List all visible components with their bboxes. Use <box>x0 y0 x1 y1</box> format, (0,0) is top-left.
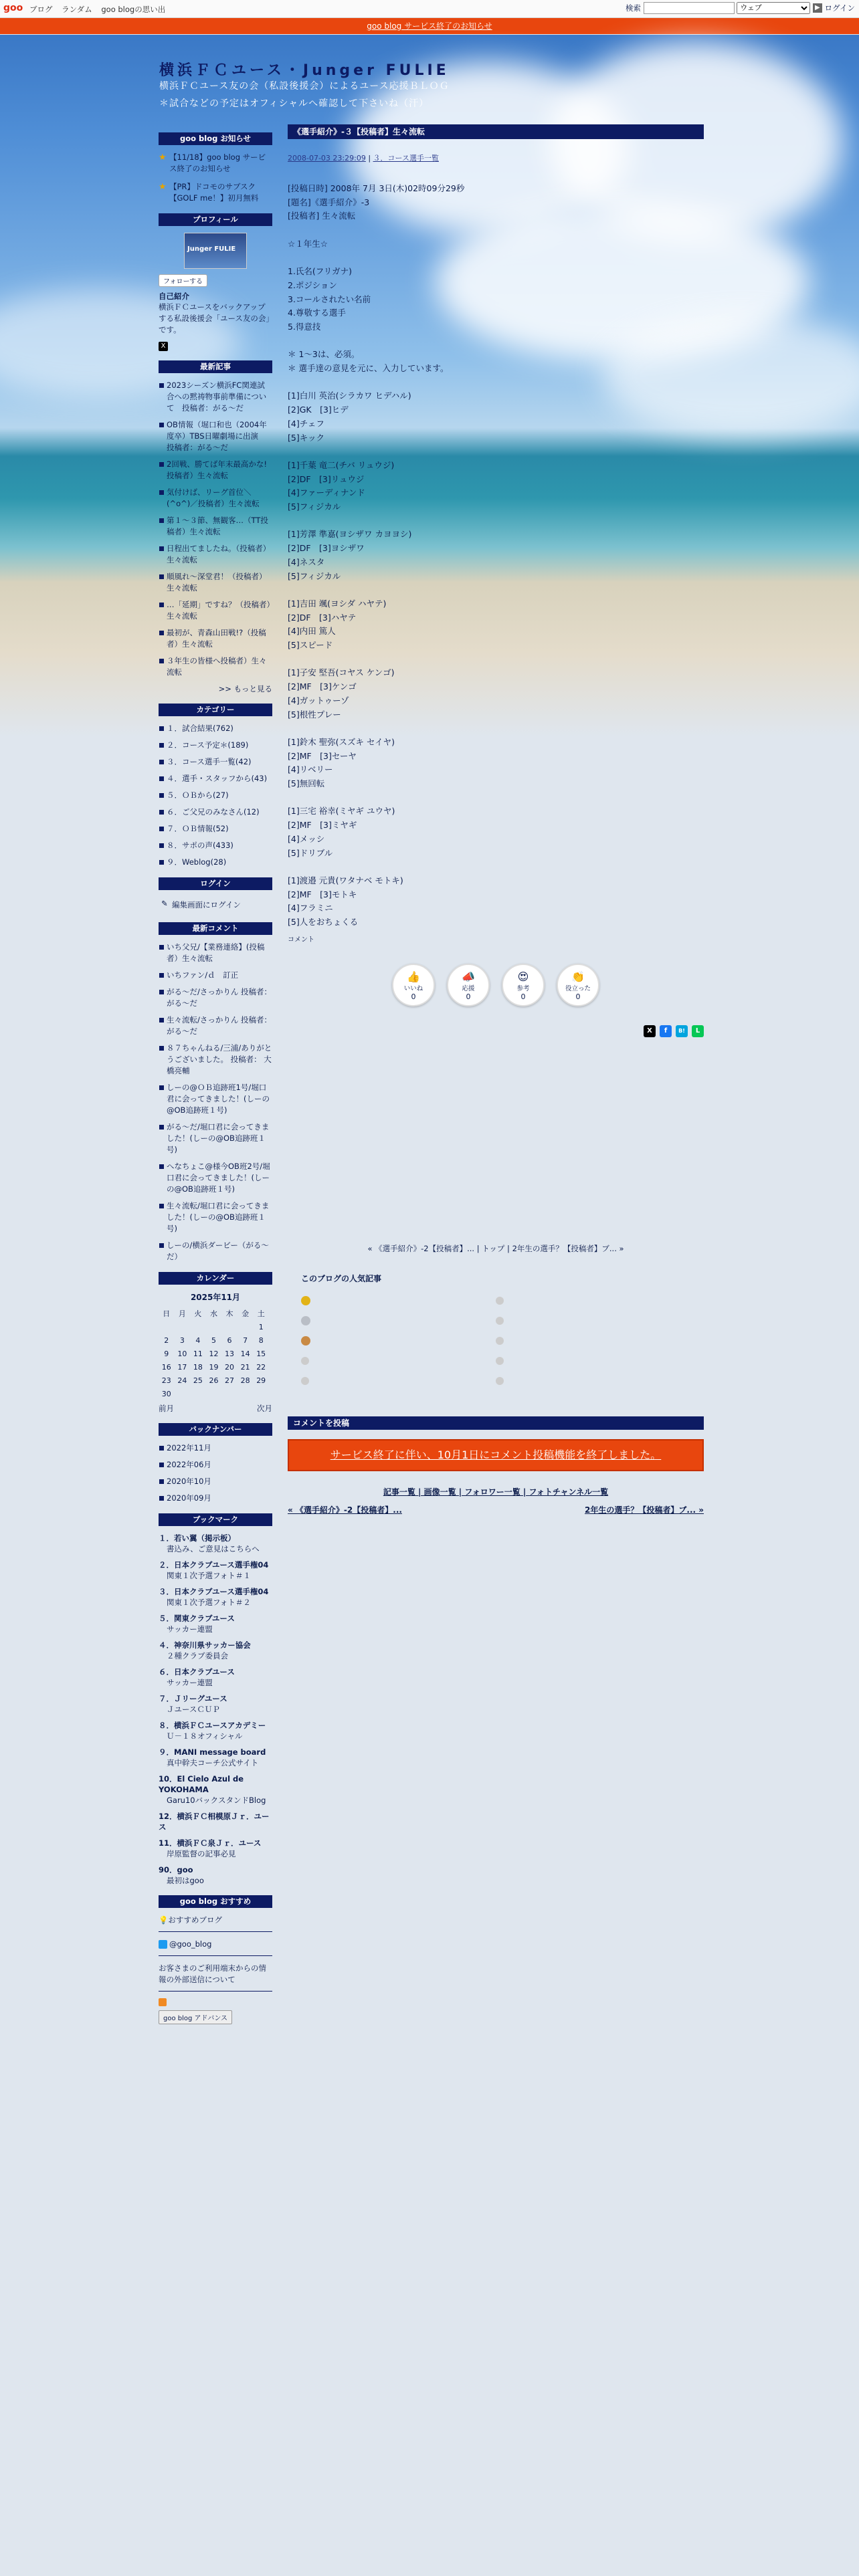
post-line: [2]DF [3]ハヤテ <box>288 612 357 623</box>
calendar-weekday: 火 <box>194 1309 202 1318</box>
bookmark-item[interactable]: ７．Ｊリーグユース ＪユースＣＵＰ <box>159 1694 227 1714</box>
goo-blog-advance-badge[interactable]: goo blog アドバンス <box>159 2010 232 2024</box>
nav-random-link[interactable]: ランダム <box>62 5 92 14</box>
post-line: [4]内田 篤人 <box>288 626 336 637</box>
service-end-link[interactable]: goo blog サービス終了のお知らせ <box>367 21 492 31</box>
post-line: 4.尊敬する選手 <box>288 308 346 318</box>
post-line: [1]子安 堅吾(コヤス ケンゴ) <box>288 667 395 678</box>
post-line: [1]鈴木 聖弥(スズキ セイヤ) <box>288 736 395 747</box>
comment-item[interactable]: いち父兄/【業務連絡】(投稿者）生々流転 <box>159 942 272 964</box>
recent-post-item[interactable]: …「延期」ですね？（投稿者）生々流転 <box>159 599 272 622</box>
calendar-day: 15 <box>256 1349 266 1358</box>
calendar-day <box>159 1320 175 1333</box>
bookmark-item[interactable]: ４．神奈川県サッカー協会 ２種クラブ委員会 <box>159 1640 251 1660</box>
gold-crown-icon <box>301 1296 310 1305</box>
post-line: 2.ポジション <box>288 280 337 290</box>
post-line-gap <box>288 445 704 459</box>
goo-logo[interactable]: goo <box>3 3 23 13</box>
calendar-next-link[interactable]: 次月 <box>257 1404 272 1413</box>
calendar-day: 4 <box>195 1335 201 1345</box>
calendar-day: 25 <box>193 1376 203 1385</box>
comment-closed-link[interactable]: サービス終了に伴い、10月1日にコメント投稿機能を終了しました。 <box>330 1448 662 1461</box>
prev-next-nav <box>288 1504 704 1515</box>
x-share-icon[interactable]: X <box>644 1025 656 1037</box>
info-item[interactable]: ★ 【11/18】goo blog サービス終了のお知らせ <box>159 152 266 173</box>
bookmark-item[interactable]: ９．MANI message board 真中幹夫コーチ公式サイト <box>159 1747 266 1767</box>
post-line: [1]千葉 竜二(チバ リュウジ) <box>288 459 395 470</box>
star-icon: ★ <box>159 182 167 192</box>
profile-box <box>159 213 272 351</box>
post-line: 1.氏名(フリガナ) <box>288 266 353 277</box>
rank-dot-icon <box>496 1297 504 1305</box>
search-input[interactable] <box>644 2 735 14</box>
calendar-day: 12 <box>209 1349 219 1358</box>
bookmark-box <box>159 1513 272 1886</box>
recent-post-item[interactable]: 最初が、青森山田戦!?（投稿者）生々流転 <box>159 627 272 650</box>
reaction-buttons <box>288 964 704 1006</box>
external-info-link[interactable]: お客さまのご利用端末からの情報の外部送信について <box>159 1963 266 1984</box>
post-line: [投稿日時] 2008年 7月 3日(木)02時09分29秒 <box>288 183 465 193</box>
post-line-gap <box>288 583 704 597</box>
recent-post-item[interactable]: 順風れ～深堂君！（投稿者）生々流転 <box>159 571 272 594</box>
popular-posts <box>301 1273 690 1391</box>
backnumber-item[interactable]: 2020年10月 <box>159 1476 272 1487</box>
post-line: [4]フラミニ <box>288 903 333 914</box>
popular-heading: このブログの人気記事 <box>301 1273 382 1283</box>
post-line: [1]渡邉 元貴(ワタナベ モトキ) <box>288 875 403 885</box>
comment-item[interactable]: いちファン/ｄ 訂正 <box>159 970 272 981</box>
service-end-notice <box>0 18 859 34</box>
post-line: [2]MF [3]モトキ <box>288 889 357 899</box>
calendar-weekday: 水 <box>209 1309 217 1318</box>
calendar-day: 2 <box>164 1335 169 1345</box>
comments-list <box>159 942 272 1263</box>
twitter-icon <box>159 1940 167 1949</box>
post-line-gap <box>288 223 704 237</box>
rank-dot-icon <box>496 1337 504 1345</box>
calendar-day: 30 <box>161 1389 171 1398</box>
calendar-day: 28 <box>240 1376 250 1385</box>
post-line: [5]無回転 <box>288 778 325 789</box>
calendar-day: 5 <box>211 1335 216 1345</box>
recommend-heading: goo blog おすすめ <box>159 1895 272 1908</box>
popular-row <box>301 1371 690 1391</box>
login-heading: ログイン <box>159 877 272 890</box>
comments-box <box>159 922 272 1263</box>
rank-dot-icon <box>496 1317 504 1325</box>
next-post-link[interactable]: 2年生の選手？【投稿者】ブ... » <box>585 1505 704 1515</box>
recent-post-item[interactable]: 日程出てましたね。（投稿者）生々流転 <box>159 543 272 566</box>
calendar-day <box>221 1320 237 1333</box>
post-line: [5]ドリブル <box>288 847 333 858</box>
cheer-button[interactable]: 📣 応援 0 <box>447 964 490 1006</box>
backnumber-item[interactable]: 2022年11月 <box>159 1442 272 1454</box>
bookmark-item[interactable]: ３．日本クラブユース選手権04 関東１次予選フォト＃２ <box>159 1587 269 1607</box>
category-item[interactable]: ６．ご父兄のみなさん(12) <box>159 807 272 818</box>
post-line: [2]MF [3]セーヤ <box>288 750 357 761</box>
heart-eyes-icon: 😍 <box>517 970 529 983</box>
edit-login-link[interactable]: ✎ 編集画面にログイン <box>161 899 241 909</box>
profile-image[interactable]: Junger FULIE <box>184 233 247 269</box>
helpful-button[interactable]: 👏 役立った 0 <box>557 964 599 1006</box>
bronze-crown-icon <box>301 1336 310 1346</box>
rank-dot-icon <box>301 1377 309 1385</box>
recent-post-item[interactable]: 気付けば、リーグ首位＼(^o^)／投稿者）生々流転 <box>159 487 272 510</box>
calendar-day: 19 <box>209 1362 219 1372</box>
facebook-share-icon[interactable]: f <box>660 1025 672 1037</box>
post-line: [4]ファーディナンド <box>288 488 365 498</box>
post-line: [投稿者] 生々流転 <box>288 211 356 221</box>
line-share-icon[interactable]: L <box>692 1025 704 1037</box>
calendar-day <box>237 1387 254 1400</box>
bookmark-item[interactable]: ６．日本クラブユース サッカー連盟 <box>159 1667 235 1687</box>
post-line-gap <box>288 376 704 390</box>
calendar-day: 7 <box>243 1335 248 1345</box>
post-line-gap <box>288 514 704 528</box>
login-link[interactable]: ログイン <box>824 3 855 13</box>
share-buttons <box>288 1025 704 1037</box>
calendar-weekday: 月 <box>178 1309 186 1318</box>
main-content <box>288 124 704 1515</box>
comment-item[interactable]: がる～だ/堀口君に会ってきました！(しーの@OB追跡班１号) <box>159 1121 272 1156</box>
pencil-icon: ✎ <box>161 899 168 908</box>
recent-post-item[interactable]: 2023シーズン横浜FC関連試合への黙祷物事前準備について 投稿者：がる～だ <box>159 380 272 414</box>
rank-dot-icon <box>301 1357 309 1365</box>
calendar-day: 24 <box>177 1376 187 1385</box>
category-item[interactable]: １．試合結果(762) <box>159 723 272 734</box>
recent-posts-box <box>159 360 272 694</box>
search-go-icon[interactable]: ▶ <box>813 3 822 13</box>
calendar-day: 16 <box>161 1362 171 1372</box>
divider <box>159 1991 272 1992</box>
reference-button[interactable]: 😍 参考 0 <box>502 964 545 1006</box>
post-line: [1]三宅 裕幸(ミヤギ ユウヤ) <box>288 806 395 817</box>
post-line: [4]チェフ <box>288 418 324 429</box>
recommend-box <box>159 1895 272 2024</box>
blog-title[interactable]: 横浜ＦＣユース・Junger FULIE <box>159 62 450 79</box>
bookmark-item[interactable]: 11．横浜ＦＣ泉Ｊｒ．ユース 岸原監督の記事必見 <box>159 1838 262 1858</box>
recent-post-item[interactable]: ３年生の皆様へ投稿者）生々流転 <box>159 655 272 678</box>
calendar-day <box>206 1387 222 1400</box>
calendar-month: 2025年11月 <box>190 1293 241 1302</box>
footer-links-text[interactable]: 記事一覧 | 画像一覧 | フォロワー一覧 | フォトチャンネル一覧 <box>383 1487 609 1497</box>
divider <box>159 1955 272 1956</box>
search-scope-select[interactable] <box>737 2 810 14</box>
post-line: [5]スピード <box>288 640 333 651</box>
comment-item[interactable]: 生々流転/さっかりん 投稿者：がる～だ <box>159 1014 272 1037</box>
post-line: [5]根性プレー <box>288 709 341 720</box>
calendar-day: 20 <box>225 1362 235 1372</box>
calendar-day <box>190 1320 206 1333</box>
post-line: [5]人をおちょくる <box>288 917 359 928</box>
bookmark-item[interactable]: ２．日本クラブユース選手権04 関東１次予選フォト＃１ <box>159 1560 269 1580</box>
post-meta: 2008-07-03 23:29:09 | ３．コース選手一覧 <box>288 154 439 163</box>
info-box <box>159 132 272 204</box>
category-item[interactable]: ２．コース予定＊(189) <box>159 740 272 751</box>
recent-posts-heading: 最新記事 <box>159 360 272 373</box>
calendar-day: 3 <box>179 1335 185 1345</box>
category-item[interactable]: ９．Weblog(28) <box>159 857 272 868</box>
post-line: 5.得意技 <box>288 322 321 332</box>
blog-subdescription: ＊試合などの予定はオフィシャルへ確認して下さいね（汗） <box>159 98 430 109</box>
calendar-day <box>221 1387 237 1400</box>
comments-heading: 最新コメント <box>159 922 272 935</box>
calendar-day: 29 <box>256 1376 266 1385</box>
follow-button[interactable]: フォローする <box>159 274 207 287</box>
post-date[interactable]: 2008-07-03 23:29:09 <box>288 154 366 163</box>
post-line: [4]ネスタ <box>288 556 325 567</box>
prev-post-link[interactable]: « 《選手紹介》-2【投稿者】... <box>288 1505 402 1515</box>
sidebar <box>159 132 272 2034</box>
bookmark-item[interactable]: １．若い翼（掲示板） 書込み、ご意見はこちらへ <box>159 1533 260 1553</box>
login-box <box>159 877 272 913</box>
category-item[interactable]: ４．選手・スタッフから(43) <box>159 773 272 784</box>
post-line-gap <box>288 722 704 736</box>
post-line: [5]フィジカル <box>288 502 341 512</box>
backnumber-list <box>159 1442 272 1504</box>
recent-posts-list <box>159 380 272 678</box>
bookmark-heading: ブックマーク <box>159 1513 272 1526</box>
post-line-gap <box>288 653 704 667</box>
post-navigation[interactable]: « 《選手紹介》-2【投稿者】... | トップ | 2年生の選手？【投稿者】ブ... » <box>367 1243 624 1253</box>
category-list <box>159 723 272 868</box>
popular-row <box>301 1331 690 1351</box>
category-item[interactable]: ５．ＯＢから(27) <box>159 790 272 801</box>
post-line: 3.コールされたい名前 <box>288 294 371 304</box>
nav-blog-link[interactable]: ブログ <box>29 5 53 14</box>
profile-text: 横浜ＦＣユースをバックアップする私設後援会「ユース友の会」です。 <box>159 302 270 334</box>
calendar-weekday: 金 <box>242 1309 250 1318</box>
post-line: [4]リベリー <box>288 764 333 775</box>
post-line-gap <box>288 791 704 805</box>
calendar-day <box>190 1387 206 1400</box>
calendar-nav <box>159 1403 272 1414</box>
comment-label[interactable]: コメント <box>288 936 314 944</box>
post-line: [5]フィジカル <box>288 570 341 581</box>
post-line-gap <box>288 251 704 265</box>
calendar-day: 8 <box>258 1335 264 1345</box>
calendar-day: 14 <box>240 1349 250 1358</box>
bulb-icon: 💡 <box>159 1915 169 1925</box>
post-line: [2]DF [3]ヨシザワ <box>288 543 365 554</box>
top-nav <box>29 4 172 15</box>
post-line: [題名]《選手紹介》-3 <box>288 197 370 207</box>
comment-item[interactable]: へなちょこ@様今OB班2号/堀口君に会ってきました！(しーの@OB追跡班１号) <box>159 1161 272 1195</box>
search-label: 検索 <box>625 3 641 13</box>
calendar-day <box>253 1387 269 1400</box>
post-line: ＊ 1～3は、必須。 <box>288 349 360 360</box>
backnumber-box <box>159 1423 272 1504</box>
post-line-gap <box>288 334 704 348</box>
calendar-day: 6 <box>227 1335 232 1345</box>
info-item[interactable]: ★ 【PR】ドコモのサブスク【GOLF me！】初月無料 <box>159 182 259 203</box>
rss-icon[interactable] <box>159 1998 167 2006</box>
recent-post-item[interactable]: 第１～３節、無観客…（TT投稿者）生々流転 <box>159 515 272 538</box>
category-item[interactable]: ７．ＯＢ情報(52) <box>159 823 272 835</box>
backnumber-item[interactable]: 2020年09月 <box>159 1493 272 1504</box>
post-line: [2]MF [3]ミヤギ <box>288 820 357 831</box>
backnumber-item[interactable]: 2022年06月 <box>159 1459 272 1471</box>
calendar-heading: カレンダー <box>159 1272 272 1285</box>
like-button[interactable]: 👍 いいね 0 <box>392 964 435 1006</box>
post-line: [5]キック <box>288 432 324 443</box>
post-line: [1]芳澤 準嘉(ヨシザワ カヨヨシ) <box>288 529 412 540</box>
popular-row <box>301 1291 690 1311</box>
more-posts-link[interactable]: >> もっと見る <box>218 684 272 693</box>
bookmark-item[interactable]: 12．横浜ＦＣ相模原Ｊｒ．ユース <box>159 1812 270 1832</box>
comment-post-heading: コメントを投稿 <box>288 1416 704 1430</box>
comment-item[interactable]: しーの@ＯＢ追跡班1号/堀口君に会ってきました！(しーの@OB追跡班１号) <box>159 1082 272 1116</box>
calendar-day: 27 <box>225 1376 235 1385</box>
backnumber-heading: バックナンバー <box>159 1423 272 1436</box>
thumbs-up-icon: 👍 <box>407 970 420 983</box>
rank-dot-icon <box>496 1357 504 1365</box>
calendar-day: 9 <box>164 1349 169 1358</box>
calendar-table <box>159 1307 269 1400</box>
comment-closed-banner <box>288 1439 704 1471</box>
bookmark-item[interactable]: ８．横浜ＦＣユースアカデミー Ｕ－１８オフィシャル <box>159 1721 266 1741</box>
calendar-day: 13 <box>225 1349 235 1358</box>
clap-icon: 👏 <box>571 970 585 983</box>
star-icon: ★ <box>159 152 167 163</box>
profile-name: 自己紹介 <box>159 292 189 301</box>
calendar-prev-link[interactable]: 前月 <box>159 1404 174 1413</box>
calendar-day <box>175 1387 191 1400</box>
comment-item[interactable]: がる～だ/さっかりん 投稿者：がる～だ <box>159 986 272 1009</box>
post-line: [1]吉田 颯(ヨシダ ハヤテ) <box>288 598 387 609</box>
calendar-weekday: 木 <box>225 1309 233 1318</box>
post-body <box>288 182 704 930</box>
search-area <box>626 2 855 14</box>
divider <box>159 1931 272 1932</box>
recent-post-item[interactable]: OB情報（堀口和也（2004年度卒）TBS日曜劇場に出演 投稿者：がる～だ <box>159 419 272 453</box>
post-category[interactable]: ３．コース選手一覧 <box>373 154 439 163</box>
post-line: [4]ガットゥーゾ <box>288 695 349 706</box>
post-line: ☆１年生☆ <box>288 238 328 249</box>
megaphone-icon: 📣 <box>462 970 475 983</box>
popular-row <box>301 1351 690 1371</box>
post-line: [1]白川 英治(シラカワ ヒデハル) <box>288 391 411 401</box>
post-line-gap <box>288 860 704 874</box>
bookmark-item[interactable]: 10．El Cielo Azul de YOKOHAMA Garu10バックスタンドBlog <box>159 1774 266 1805</box>
calendar-day: 22 <box>256 1362 266 1372</box>
recent-post-item[interactable]: 2回戦、勝てば年末最高かな!投稿者）生々流転 <box>159 459 272 481</box>
calendar-day: 11 <box>193 1349 203 1358</box>
bookmark-item[interactable]: ５．関東クラブユース サッカー連盟 <box>159 1614 235 1634</box>
post-line: [4]メッシ <box>288 833 325 844</box>
calendar-day <box>175 1320 191 1333</box>
calendar-day: 26 <box>209 1376 219 1385</box>
top-bar <box>0 0 859 18</box>
calendar-day <box>237 1320 254 1333</box>
category-item[interactable]: ８．サポの声(433) <box>159 840 272 851</box>
post-title[interactable]: 《選手紹介》-３【投稿者】生々流転 <box>288 124 704 139</box>
x-share-icon[interactable]: X <box>159 342 168 351</box>
popular-row <box>301 1311 690 1331</box>
post-line: [2]DF [3]リュウジ <box>288 473 365 484</box>
comment-item[interactable]: しーの/横浜ダービー（がる～だ） <box>159 1240 272 1263</box>
profile-heading: プロフィール <box>159 213 272 226</box>
calendar-weekday: 日 <box>163 1309 171 1318</box>
calendar-day: 21 <box>240 1362 250 1372</box>
hatena-share-icon[interactable]: B! <box>676 1025 688 1037</box>
calendar-day <box>206 1320 222 1333</box>
blog-description: 横浜ＦＣユース友の会（私設後援会）によるユース応援ＢＬＯＧ <box>159 81 450 92</box>
comment-item[interactable]: 生々流転/堀口君に会ってきました！(しーの@OB追跡班１号) <box>159 1200 272 1235</box>
post-line: ＊ 選手達の意見を元に、入力しています。 <box>288 363 449 374</box>
rank-dot-icon <box>496 1377 504 1385</box>
comment-item[interactable]: ８７ちゃんねる/三浦/ありがとうございました。 投稿者： 大橋亮輔 <box>159 1043 272 1077</box>
category-box <box>159 704 272 868</box>
calendar-weekday: 土 <box>257 1309 265 1318</box>
silver-crown-icon <box>301 1316 310 1325</box>
calendar-day: 18 <box>193 1362 203 1372</box>
calendar-day: 1 <box>258 1322 264 1331</box>
info-heading: goo blog お知らせ <box>159 132 272 145</box>
calendar-day: 17 <box>177 1362 187 1372</box>
bookmark-item[interactable]: 90．goo 最初はgoo <box>159 1865 204 1885</box>
post-line: [2]GK [3]ヒデ <box>288 405 349 415</box>
twitter-link[interactable]: @goo_blog <box>159 1939 272 1950</box>
category-heading: カテゴリー <box>159 704 272 716</box>
recommend-blog-link[interactable]: 💡おすすめブログ <box>159 1915 222 1925</box>
post-line: [2]MF [3]ケンゴ <box>288 681 357 692</box>
calendar-day: 23 <box>161 1376 171 1385</box>
footer-links <box>288 1486 704 1497</box>
calendar-day: 10 <box>177 1349 187 1358</box>
nav-memories-link[interactable]: goo blogの思い出 <box>101 5 166 14</box>
category-item[interactable]: ３．コース選手一覧(42) <box>159 756 272 768</box>
calendar-box <box>159 1272 272 1414</box>
